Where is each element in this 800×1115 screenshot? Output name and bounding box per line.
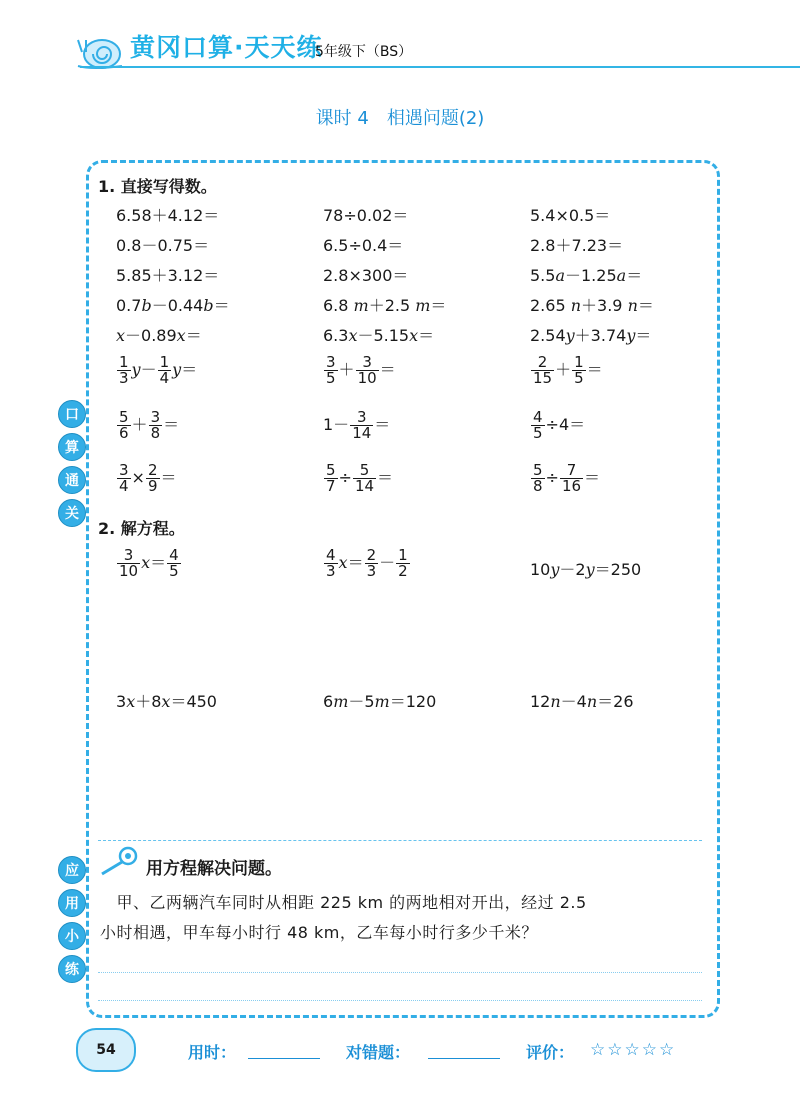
- fraction: $\frac{1}{5}$: [574, 353, 584, 387]
- problem-fraction: $\frac{3}{5}$ ＋ $\frac{3}{10}$ ＝: [326, 353, 396, 387]
- fraction: $\frac{3}{14}$: [352, 408, 372, 442]
- fraction: $\frac{1}{2}$: [398, 546, 408, 580]
- problem: 5.4×0.5＝: [530, 206, 611, 225]
- problem-fraction: $\frac{4}{5}$ ÷4＝: [533, 408, 586, 442]
- problem-fraction: $\frac{5}{7}$ ÷ $\frac{5}{14}$ ＝: [326, 461, 394, 495]
- answer-line: [98, 972, 702, 973]
- problem: 6.3x－5.15x＝: [323, 326, 435, 345]
- side-char: 应: [58, 856, 86, 884]
- problem: 0.8－0.75＝: [116, 236, 210, 255]
- side-char: 小: [58, 922, 86, 950]
- fraction: $\frac{5}{14}$: [354, 461, 375, 495]
- fraction: $\frac{4}{5}$: [533, 408, 543, 442]
- grade-label: 5年级下（BS）: [315, 44, 413, 60]
- side-char: 用: [58, 889, 86, 917]
- time-label: 用时：: [188, 1043, 237, 1062]
- brand-title: 黄冈口算·天天练: [130, 33, 323, 62]
- fraction: $\frac{5}{8}$: [533, 461, 543, 495]
- fraction: $\frac{2}{9}$: [147, 461, 158, 495]
- equation: $\frac{3}{10}$ x＝ $\frac{4}{5}$: [119, 546, 179, 580]
- fraction: $\frac{5}{6}$: [119, 408, 129, 442]
- fraction: $\frac{3}{8}$: [150, 408, 161, 442]
- section2-title: 2. 解方程。: [98, 519, 185, 538]
- problem-fraction: $\frac{3}{4}$ × $\frac{2}{9}$ ＝: [119, 461, 177, 495]
- errors-blank: [428, 1058, 500, 1059]
- answer-line: [98, 1000, 702, 1001]
- problem-fraction: $\frac{2}{15}$ ＋ $\frac{1}{5}$ ＝: [533, 353, 603, 387]
- problem: 2.65 n＋3.9 n＝: [530, 296, 654, 315]
- section-divider: [98, 840, 702, 841]
- fraction: $\frac{1}{3}$: [119, 353, 129, 387]
- problem: 2.54y＋3.74y＝: [530, 326, 652, 345]
- page-number: 54: [76, 1028, 136, 1072]
- problem-fraction: $\frac{5}{6}$ ＋ $\frac{3}{8}$ ＝: [119, 408, 180, 442]
- section1-title: 1. 直接写得数。: [98, 177, 217, 196]
- side-label-calc: [58, 400, 86, 532]
- header-divider: [80, 66, 800, 68]
- fraction: $\frac{1}{4}$: [159, 353, 170, 387]
- equation: 10y－2y＝250: [530, 560, 642, 579]
- page-header: [0, 0, 800, 80]
- problem: 6.8 m＋2.5 m＝: [323, 296, 447, 315]
- wrench-icon: [98, 846, 140, 876]
- fraction: $\frac{4}{3}$: [326, 546, 336, 580]
- fraction: $\frac{7}{16}$: [561, 461, 582, 495]
- errors-label: 对错题：: [346, 1043, 411, 1062]
- side-char: 通: [58, 466, 86, 494]
- side-char: 口: [58, 400, 86, 428]
- fraction: $\frac{5}{7}$: [326, 461, 336, 495]
- fraction: $\frac{3}{10}$: [119, 546, 139, 580]
- equation: 3x＋8x＝450: [116, 692, 217, 711]
- problem: 2.8＋7.23＝: [530, 236, 624, 255]
- application-title: 用方程解决问题。: [146, 859, 282, 879]
- equation: $\frac{4}{3}$ x＝ $\frac{2}{3}$ － $\frac{1}{2}$: [326, 546, 408, 580]
- problem: 5.5a－1.25a＝: [530, 266, 643, 285]
- equation: 6m－5m＝120: [323, 692, 437, 711]
- problem: x－0.89x＝: [116, 326, 202, 345]
- equation: 12n－4n＝26: [530, 692, 634, 711]
- lesson-title: 课时 4 相遇问题(2): [315, 108, 485, 129]
- problem-fraction: 1－ $\frac{3}{14}$ ＝: [323, 408, 391, 442]
- problem-fraction: $\frac{5}{8}$ ÷ $\frac{7}{16}$ ＝: [533, 461, 601, 495]
- fraction: $\frac{2}{15}$: [533, 353, 553, 387]
- side-label-apply: [58, 856, 86, 988]
- rating-label: 评价：: [526, 1043, 575, 1062]
- fraction: $\frac{3}{10}$: [357, 353, 377, 387]
- fraction: $\frac{3}{5}$: [326, 353, 336, 387]
- fraction: $\frac{3}{4}$: [119, 461, 129, 495]
- problem: 2.8×300＝: [323, 266, 409, 285]
- side-char: 算: [58, 433, 86, 461]
- problem: 6.5÷0.4＝: [323, 236, 404, 255]
- time-blank: [248, 1058, 320, 1059]
- problem: 5.85＋3.12＝: [116, 266, 220, 285]
- side-char: 关: [58, 499, 86, 527]
- problem-line: 甲、乙两辆汽车同时从相距 225 km 的两地相对开出，经过 2.5: [100, 893, 587, 912]
- problem: 0.7b－0.44b＝: [116, 296, 230, 315]
- problem-line: 小时相遇，甲车每小时行 48 km，乙车每小时行多少千米？: [100, 923, 538, 942]
- fraction: $\frac{4}{5}$: [169, 546, 179, 580]
- side-char: 练: [58, 955, 86, 983]
- rating-stars: ☆☆☆☆☆: [590, 1040, 677, 1060]
- fraction: $\frac{2}{3}$: [366, 546, 377, 580]
- problem: 78÷0.02＝: [323, 206, 409, 225]
- problem-fraction: $\frac{1}{3}$ y－ $\frac{1}{4}$ y＝: [119, 353, 198, 387]
- problem: 6.58＋4.12＝: [116, 206, 220, 225]
